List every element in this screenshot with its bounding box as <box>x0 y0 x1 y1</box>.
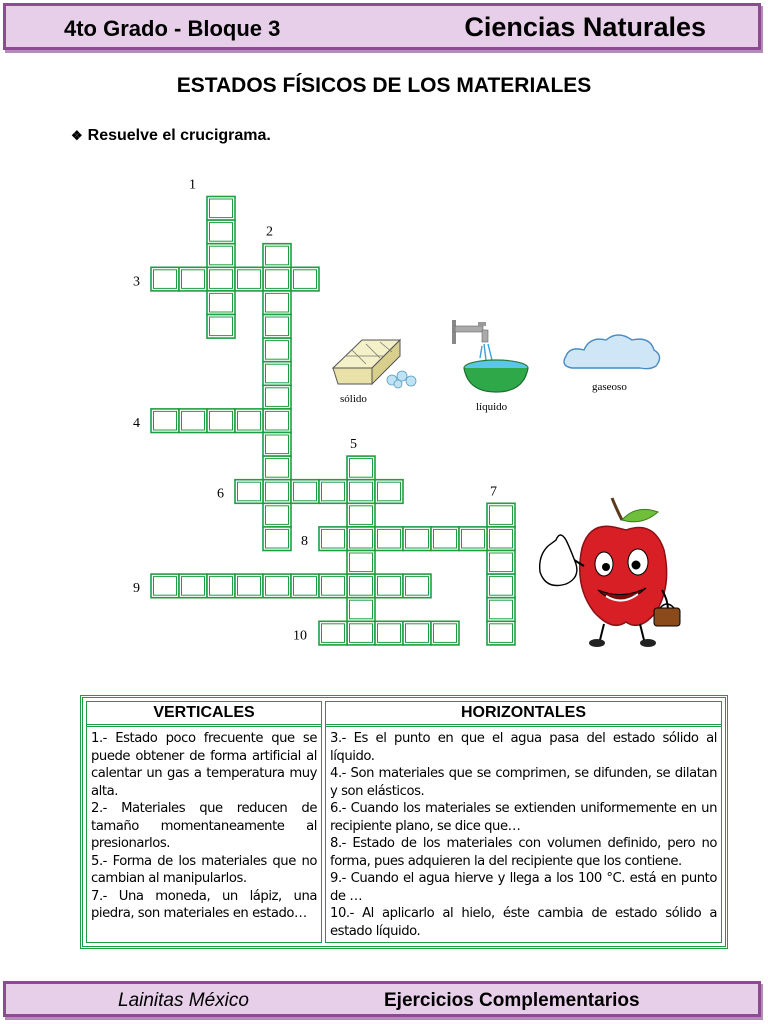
crossword-cell[interactable] <box>263 338 291 362</box>
subject-title: Ciencias Naturales <box>464 12 706 42</box>
clue-number-label: 2 <box>266 224 273 240</box>
crossword-cell[interactable] <box>375 480 403 504</box>
horizontal-clue: 3.- Es el punto en que el agua pasa del estado sólido al líquido. <box>330 731 717 764</box>
crossword-cell[interactable] <box>263 267 291 291</box>
crossword-cell[interactable] <box>263 291 291 315</box>
crossword-cell[interactable] <box>487 527 515 551</box>
diamond-bullet-icon: ❖ <box>71 128 83 143</box>
horizontal-clue: 10.- Al aplicarlo al hielo, éste cambia de estado sólido a estado líquido. <box>330 906 717 939</box>
crossword-cell[interactable] <box>347 551 375 575</box>
vertical-clues-column <box>86 701 322 943</box>
crossword-cell[interactable] <box>207 244 235 268</box>
crossword-cell[interactable] <box>487 503 515 527</box>
clue-number-label: 5 <box>350 437 357 453</box>
crossword-cell[interactable] <box>263 456 291 480</box>
clue-number-label: 3 <box>133 274 140 290</box>
gas-label: gaseoso <box>592 381 627 393</box>
horizontal-header: HORIZONTALES <box>326 702 721 727</box>
crossword-cell[interactable] <box>487 598 515 622</box>
crossword-cell[interactable] <box>179 267 207 291</box>
horizontal-clue: 9.- Cuando el agua hierve y llega a los 100 °C. está en punto de … <box>330 871 717 904</box>
crossword-cell[interactable] <box>319 621 347 645</box>
clue-number-label: 9 <box>133 581 140 597</box>
crossword-cell[interactable] <box>319 527 347 551</box>
grade-label: 4to Grado - Bloque 3 <box>64 16 281 41</box>
faucet-basin-icon <box>452 320 528 392</box>
cloud-icon <box>564 335 660 369</box>
crossword-cell[interactable] <box>431 621 459 645</box>
clue-table <box>80 695 728 949</box>
crossword-cell[interactable] <box>207 197 235 221</box>
crossword-cell[interactable] <box>263 385 291 409</box>
solid-label: sólido <box>340 393 367 405</box>
crossword-cell[interactable] <box>263 244 291 268</box>
vertical-clue: 1.- Estado poco frecuente que se puede obtener de forma artificial al calentar un gas a temperatura muy alta. <box>91 731 317 799</box>
vertical-header: VERTICALES <box>87 702 321 727</box>
horizontal-clue: 4.- Son materiales que se comprimen, se difunden, se dilatan y son elásticos. <box>330 766 717 799</box>
crossword-cell[interactable] <box>347 527 375 551</box>
crossword-cell[interactable] <box>291 574 319 598</box>
crossword-cell[interactable] <box>375 527 403 551</box>
crossword-cell[interactable] <box>291 480 319 504</box>
crossword-cell[interactable] <box>263 315 291 339</box>
vertical-clue: 7.- Una moneda, un lápiz, una piedra, son materiales en estado… <box>91 888 317 921</box>
crossword-cell[interactable] <box>151 409 179 433</box>
horizontal-clue-list <box>326 727 721 940</box>
crossword-cell[interactable] <box>235 409 263 433</box>
crossword-cell[interactable] <box>347 456 375 480</box>
crossword-cell[interactable] <box>487 574 515 598</box>
crossword-cell[interactable] <box>151 267 179 291</box>
crossword-cell[interactable] <box>291 267 319 291</box>
crossword-cell[interactable] <box>263 527 291 551</box>
crossword-cell[interactable] <box>207 291 235 315</box>
series-label: Ejercicios Complementarios <box>384 990 640 1011</box>
crossword-cell[interactable] <box>235 480 263 504</box>
ice-tray-icon <box>333 340 416 388</box>
crossword-cell[interactable] <box>347 503 375 527</box>
crossword-cell[interactable] <box>347 480 375 504</box>
liquid-label: líquido <box>476 401 508 413</box>
horizontal-clues-column <box>325 701 722 943</box>
horizontal-clue: 6.- Cuando los materiales se extienden uniformemente en un recipiente plano, se dice que… <box>330 801 717 834</box>
horizontal-clue: 8.- Estado de los materiales con volumen definido, pero no forma, pues adquieren la del recipiente que los contiene. <box>330 836 717 869</box>
apple-mascot-icon <box>540 498 680 647</box>
crossword-cell[interactable] <box>207 267 235 291</box>
crossword-cell[interactable] <box>403 574 431 598</box>
crossword-cell[interactable] <box>151 574 179 598</box>
crossword-cell[interactable] <box>431 527 459 551</box>
crossword-cell[interactable] <box>207 574 235 598</box>
crossword-cell[interactable] <box>347 574 375 598</box>
author-label: Lainitas México <box>118 990 249 1011</box>
clue-number-label: 6 <box>217 486 224 502</box>
clue-number-label: 10 <box>293 628 307 644</box>
worksheet-title: ESTADOS FÍSICOS DE LOS MATERIALES <box>176 74 592 97</box>
crossword-cell[interactable] <box>179 409 207 433</box>
crossword-cell[interactable] <box>263 433 291 457</box>
crossword-cell[interactable] <box>207 220 235 244</box>
crossword-cell[interactable] <box>459 527 487 551</box>
clue-number-label: 8 <box>301 533 308 549</box>
clue-number-label: 7 <box>490 484 497 500</box>
vertical-clue: 2.- Materiales que reducen de tamaño momentaneamente al presionarlos. <box>91 801 317 851</box>
vertical-clue-list <box>87 727 321 923</box>
crossword-cell[interactable] <box>403 527 431 551</box>
crossword-cell[interactable] <box>235 267 263 291</box>
vertical-clue: 5.- Forma de los materiales que no cambian al manipularlos. <box>91 853 317 886</box>
clue-number-label: 4 <box>133 415 140 431</box>
crossword-cell[interactable] <box>235 574 263 598</box>
clue-number-label: 1 <box>189 177 196 193</box>
crossword-cell[interactable] <box>347 598 375 622</box>
crossword-cell[interactable] <box>375 574 403 598</box>
crossword-cell[interactable] <box>207 409 235 433</box>
crossword-cell[interactable] <box>347 621 375 645</box>
crossword-cell[interactable] <box>375 621 403 645</box>
crossword-cell[interactable] <box>263 362 291 386</box>
crossword-cell[interactable] <box>263 574 291 598</box>
crossword-cell[interactable] <box>207 315 235 339</box>
crossword-cells <box>151 197 515 645</box>
crossword-cell[interactable] <box>263 480 291 504</box>
crossword-cell[interactable] <box>403 621 431 645</box>
instruction-text: Resuelve el crucigrama. <box>87 127 271 144</box>
crossword-cell[interactable] <box>263 503 291 527</box>
footer-banner <box>3 981 761 1017</box>
crossword-cell[interactable] <box>263 409 291 433</box>
crossword-cell[interactable] <box>487 551 515 575</box>
crossword-cell[interactable] <box>319 574 347 598</box>
crossword-cell[interactable] <box>487 621 515 645</box>
crossword-cell[interactable] <box>319 480 347 504</box>
crossword-cell[interactable] <box>179 574 207 598</box>
